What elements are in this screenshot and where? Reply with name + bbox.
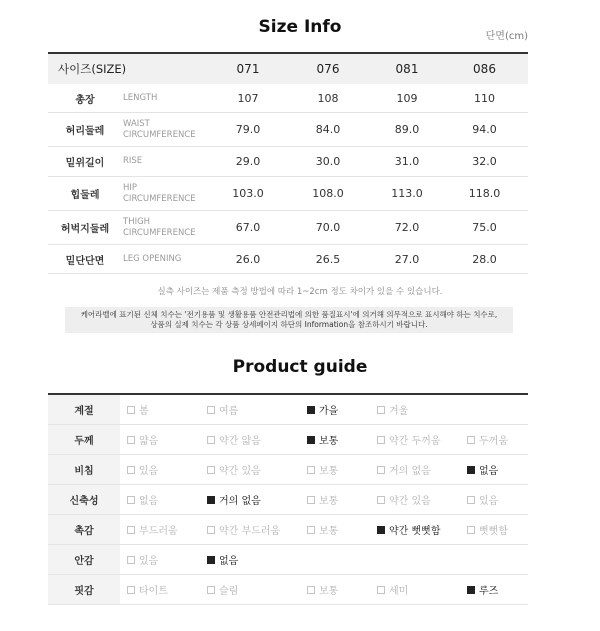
checked-box-icon <box>307 406 315 414</box>
guide-option-label: 두꺼움 <box>479 436 508 447</box>
measure-value: 67.0 <box>235 221 261 234</box>
measure-kr: 허벅지둘레 <box>60 224 110 235</box>
size-header-081: 081 <box>395 62 419 76</box>
measure-value: 89.0 <box>394 123 420 136</box>
guide-option-label: 없음 <box>139 496 159 507</box>
measure-value: 107 <box>237 91 259 105</box>
empty-box-icon <box>307 586 315 594</box>
guide-option <box>127 455 158 484</box>
measure-en: LEG OPENING <box>123 253 182 264</box>
guide-option <box>207 395 238 424</box>
guide-option-label: 슬림 <box>219 586 239 597</box>
guide-option-label: 보통 <box>319 466 339 477</box>
guide-option-label: 겨울 <box>389 406 409 417</box>
guide-option-label: 뻣뻣함 <box>479 526 508 537</box>
empty-box-icon <box>377 466 385 474</box>
guide-option-label: 있음 <box>139 466 159 477</box>
guide-option <box>307 575 338 604</box>
table-row <box>48 245 528 274</box>
guide-option-label: 보통 <box>319 526 339 537</box>
guide-option-label: 봄 <box>139 406 149 417</box>
guide-row-thickness <box>48 425 528 455</box>
guide-option-label: 약간 있음 <box>389 496 431 507</box>
measure-value: 70.0 <box>315 221 341 234</box>
size-header-076: 076 <box>316 62 340 76</box>
checked-box-icon <box>377 526 385 534</box>
guide-row-season <box>48 395 528 425</box>
empty-box-icon <box>307 526 315 534</box>
measure-en: LENGTH <box>123 92 158 103</box>
guide-option <box>207 515 280 544</box>
guide-row-label: 비침 <box>48 455 120 484</box>
checked-box-icon <box>467 466 475 474</box>
size-table <box>48 52 528 274</box>
guide-option <box>307 395 338 424</box>
guide-option <box>307 425 338 454</box>
measure-en: WAIST CIRCUMFERENCE <box>123 118 196 140</box>
measure-value: 103.0 <box>232 187 264 200</box>
empty-box-icon <box>377 496 385 504</box>
measure-value: 109 <box>396 91 418 105</box>
product-guide-title: Product guide <box>232 357 368 377</box>
guide-row-stretch <box>48 485 528 515</box>
guide-option <box>377 485 431 514</box>
guide-option <box>207 485 261 514</box>
measure-value: 26.0 <box>235 252 261 266</box>
checked-box-icon <box>307 436 315 444</box>
measure-value: 75.0 <box>472 221 497 234</box>
guide-options <box>120 395 528 424</box>
empty-box-icon <box>207 466 215 474</box>
empty-box-icon <box>127 436 135 444</box>
guide-option-label: 약간 뻣뻣함 <box>389 526 441 537</box>
measure-value: 94.0 <box>472 123 497 136</box>
empty-box-icon <box>207 406 215 414</box>
measure-kr: 허리둘레 <box>65 126 105 137</box>
guide-option <box>377 425 440 454</box>
measure-value: 84.0 <box>315 123 341 136</box>
guide-option <box>377 455 431 484</box>
measure-kr: 총장 <box>75 94 95 106</box>
empty-box-icon <box>127 496 135 504</box>
measure-value: 110 <box>474 91 495 105</box>
guide-option-label: 없음 <box>479 466 499 477</box>
measure-value: 108 <box>317 91 339 105</box>
table-row <box>48 177 528 211</box>
table-row <box>48 147 528 177</box>
guide-row-label: 촉감 <box>48 515 120 544</box>
guide-option-label: 보통 <box>319 586 339 597</box>
guide-row-texture <box>48 515 528 545</box>
guide-option-label: 없음 <box>219 556 239 567</box>
measure-value: 28.0 <box>472 252 497 266</box>
measure-kr: 힙둘레 <box>70 190 100 201</box>
guide-option <box>467 455 498 484</box>
empty-box-icon <box>467 526 475 534</box>
guide-option <box>377 395 408 424</box>
guide-option-label: 약간 있음 <box>219 466 261 477</box>
guide-row-label: 두께 <box>48 425 120 454</box>
measure-value: 118.0 <box>468 187 501 200</box>
guide-option-label: 거의 없음 <box>389 466 431 477</box>
table-row <box>48 84 528 113</box>
measure-value: 26.5 <box>315 252 341 266</box>
size-header-086: 086 <box>473 62 496 76</box>
unit-label: 단면(cm) <box>485 31 528 42</box>
guide-option <box>467 485 498 514</box>
guide-option <box>127 545 158 574</box>
checked-box-icon <box>207 556 215 564</box>
empty-box-icon <box>127 406 135 414</box>
guide-options <box>120 485 528 514</box>
empty-box-icon <box>467 436 475 444</box>
guide-option-label: 가을 <box>319 406 339 417</box>
measurement-note: 실측 사이즈는 제품 측정 방법에 따라 1~2cm 정도 차이가 있을 수 있습니다. <box>157 287 443 297</box>
empty-box-icon <box>127 466 135 474</box>
guide-row-label: 신축성 <box>48 485 120 514</box>
guide-option <box>127 485 158 514</box>
guide-option <box>207 455 261 484</box>
care-label-notice <box>65 307 513 333</box>
empty-box-icon <box>467 496 475 504</box>
guide-options <box>120 515 528 544</box>
guide-option <box>207 545 238 574</box>
guide-options <box>120 575 528 604</box>
measure-value: 113.0 <box>391 187 423 200</box>
guide-option <box>127 395 149 424</box>
empty-box-icon <box>307 496 315 504</box>
size-header-071: 071 <box>236 62 260 76</box>
empty-box-icon <box>207 526 215 534</box>
guide-option <box>377 515 440 544</box>
table-row <box>48 113 528 147</box>
empty-box-icon <box>207 436 215 444</box>
empty-box-icon <box>377 406 385 414</box>
measure-value: 108.0 <box>312 187 344 200</box>
guide-option-label: 얇음 <box>139 436 159 447</box>
measure-en: RISE <box>123 156 143 166</box>
checked-box-icon <box>207 496 215 504</box>
empty-box-icon <box>307 466 315 474</box>
guide-option <box>207 425 261 454</box>
guide-option-label: 부드러움 <box>139 526 178 537</box>
guide-option <box>467 425 508 454</box>
guide-row-label: 핏감 <box>48 575 120 604</box>
guide-option <box>307 455 338 484</box>
measure-value: 79.0 <box>235 123 261 136</box>
guide-options <box>120 455 528 484</box>
checked-box-icon <box>467 586 475 594</box>
guide-option-label: 루즈 <box>479 586 499 597</box>
measure-value: 31.0 <box>394 155 420 168</box>
guide-option-label: 약간 얇음 <box>219 436 261 447</box>
measure-kr: 밑단단면 <box>65 255 105 267</box>
guide-option <box>467 575 498 604</box>
notice-line-1: 케어라벨에 표기된 신체 치수는 '전기용품 및 생활용품 안전관리법에 의한 품질표시'에 의거해 의무적으로 표시해야 하는 치수로, <box>80 310 498 319</box>
guide-option-label: 세미 <box>389 586 409 597</box>
guide-option-label: 보통 <box>319 436 339 447</box>
guide-option-label: 있음 <box>479 496 499 507</box>
measure-value: 27.0 <box>394 252 420 266</box>
guide-row-fit <box>48 575 528 605</box>
guide-row-lining <box>48 545 528 575</box>
measure-en: THIGH CIRCUMFERENCE <box>123 216 196 238</box>
guide-option <box>307 485 338 514</box>
guide-options <box>120 545 528 574</box>
table-row <box>48 211 528 245</box>
guide-option-label: 약간 두꺼움 <box>389 436 441 447</box>
empty-box-icon <box>377 586 385 594</box>
guide-option <box>127 575 168 604</box>
guide-option <box>307 515 338 544</box>
guide-option-label: 거의 없음 <box>219 496 261 507</box>
guide-row-label: 계절 <box>48 395 120 424</box>
measure-value: 72.0 <box>394 221 420 234</box>
empty-box-icon <box>127 586 135 594</box>
guide-option <box>127 425 158 454</box>
guide-option-label: 타이트 <box>139 586 168 597</box>
product-guide-table <box>48 393 528 605</box>
measure-value: 32.0 <box>472 155 497 168</box>
measure-value: 30.0 <box>315 155 341 168</box>
guide-option <box>467 515 508 544</box>
size-header-label: 사이즈(SIZE) <box>58 62 127 76</box>
measure-kr: 밑위길이 <box>65 158 105 169</box>
empty-box-icon <box>377 436 385 444</box>
guide-option-label: 있음 <box>139 556 159 567</box>
guide-option <box>127 515 178 544</box>
size-table-header <box>48 52 528 84</box>
size-info-title: Size Info <box>258 17 342 37</box>
guide-options <box>120 425 528 454</box>
measure-en: HIP CIRCUMFERENCE <box>123 182 196 204</box>
guide-option <box>207 575 238 604</box>
empty-box-icon <box>127 556 135 564</box>
guide-option <box>377 575 408 604</box>
guide-row-sheerness <box>48 455 528 485</box>
guide-option-label: 약간 부드러움 <box>219 526 281 537</box>
guide-option-label: 여름 <box>219 406 239 417</box>
empty-box-icon <box>207 586 215 594</box>
measure-value: 29.0 <box>235 155 261 168</box>
empty-box-icon <box>127 526 135 534</box>
notice-line-2: 상품의 실제 치수는 각 상품 상세페이지 하단의 Information을 참조하시기 바랍니다. <box>150 320 428 329</box>
guide-option-label: 보통 <box>319 496 339 507</box>
guide-row-label: 안감 <box>48 545 120 574</box>
